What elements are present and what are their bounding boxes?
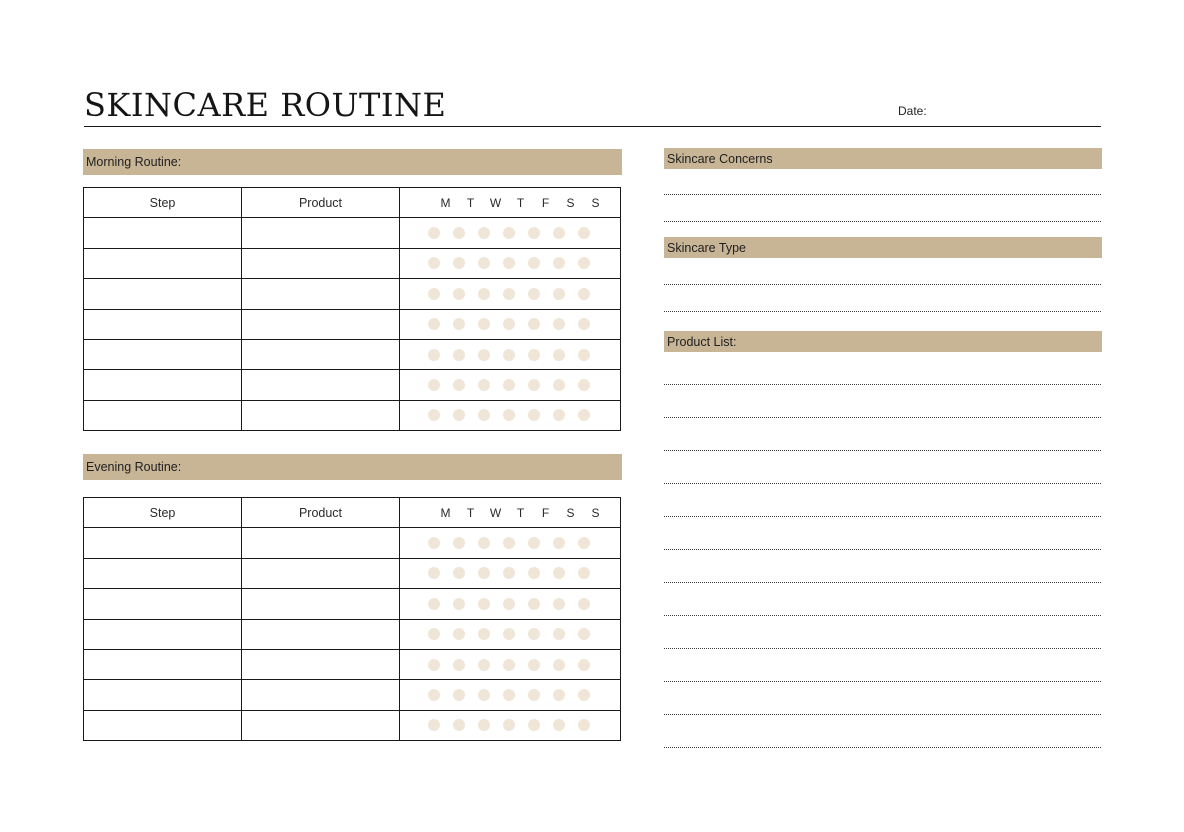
- step-cell[interactable]: [84, 589, 242, 619]
- product-cell[interactable]: [242, 279, 400, 309]
- day-checkbox[interactable]: [503, 349, 515, 361]
- day-checkbox[interactable]: [553, 379, 565, 391]
- day-label: T: [466, 505, 475, 520]
- day-checkbox[interactable]: [428, 288, 440, 300]
- product-write-line[interactable]: [664, 582, 1101, 583]
- day-checkbox[interactable]: [428, 628, 440, 640]
- day-checkbox[interactable]: [528, 349, 540, 361]
- product-write-line[interactable]: [664, 714, 1101, 715]
- day-checkbox[interactable]: [478, 349, 490, 361]
- day-label: S: [591, 505, 600, 520]
- product-cell[interactable]: [242, 680, 400, 710]
- tracker-cell: [400, 400, 621, 430]
- day-checkbox[interactable]: [503, 257, 515, 269]
- table-row: [84, 528, 621, 558]
- product-write-line[interactable]: [664, 747, 1101, 748]
- day-label: S: [566, 505, 575, 520]
- day-label: W: [489, 195, 502, 210]
- day-checkbox[interactable]: [428, 689, 440, 701]
- day-checkbox[interactable]: [578, 227, 590, 239]
- step-cell[interactable]: [84, 248, 242, 278]
- product-write-line[interactable]: [664, 516, 1101, 517]
- day-checkbox[interactable]: [478, 598, 490, 610]
- day-label: M: [440, 505, 451, 520]
- product-cell[interactable]: [242, 710, 400, 740]
- day-checkbox[interactable]: [478, 628, 490, 640]
- skincare-type-header: [664, 237, 1102, 258]
- day-checkbox[interactable]: [478, 537, 490, 549]
- step-cell[interactable]: [84, 680, 242, 710]
- evening-routine-table: [83, 497, 621, 741]
- day-checkbox[interactable]: [578, 719, 590, 731]
- day-checkbox[interactable]: [478, 719, 490, 731]
- day-label: M: [440, 195, 451, 210]
- product-column-header: Product: [242, 188, 400, 218]
- product-write-line[interactable]: [664, 648, 1101, 649]
- step-cell[interactable]: [84, 710, 242, 740]
- table-row: [84, 218, 621, 248]
- day-checkbox[interactable]: [478, 379, 490, 391]
- day-checkbox[interactable]: [428, 379, 440, 391]
- day-checkbox[interactable]: [453, 318, 465, 330]
- day-checkbox[interactable]: [478, 318, 490, 330]
- day-checkbox[interactable]: [528, 257, 540, 269]
- day-labels: [400, 506, 620, 520]
- day-checkbox[interactable]: [528, 567, 540, 579]
- table-row: [84, 619, 621, 649]
- day-checkbox[interactable]: [503, 719, 515, 731]
- product-cell[interactable]: [242, 400, 400, 430]
- step-cell[interactable]: [84, 558, 242, 588]
- table-row: [84, 309, 621, 339]
- product-write-line[interactable]: [664, 384, 1101, 385]
- day-checkbox[interactable]: [578, 689, 590, 701]
- tracker-cell: [400, 710, 621, 740]
- product-cell[interactable]: [242, 370, 400, 400]
- day-checkbox[interactable]: [578, 257, 590, 269]
- tracker-cell: [400, 649, 621, 679]
- tracker-cell: [400, 218, 621, 248]
- page-title: SKINCARE ROUTINE: [84, 86, 447, 124]
- day-checkbox[interactable]: [578, 598, 590, 610]
- product-cell[interactable]: [242, 589, 400, 619]
- day-label: S: [566, 195, 575, 210]
- day-label: T: [516, 505, 525, 520]
- product-write-line[interactable]: [664, 549, 1101, 550]
- product-cell[interactable]: [242, 248, 400, 278]
- day-checkbox[interactable]: [528, 659, 540, 671]
- product-list-header: [664, 331, 1102, 352]
- morning-routine-table: [83, 187, 621, 431]
- day-checkbox[interactable]: [503, 598, 515, 610]
- day-checkbox[interactable]: [578, 349, 590, 361]
- day-checkbox[interactable]: [528, 628, 540, 640]
- day-checkbox[interactable]: [528, 719, 540, 731]
- day-checkbox[interactable]: [453, 719, 465, 731]
- day-checkbox[interactable]: [553, 689, 565, 701]
- days-column-header: [400, 188, 621, 218]
- day-checkbox[interactable]: [453, 598, 465, 610]
- day-checkbox[interactable]: [453, 628, 465, 640]
- table-row: [84, 558, 621, 588]
- day-checkbox[interactable]: [553, 598, 565, 610]
- product-cell[interactable]: [242, 619, 400, 649]
- evening-routine-label: Evening Routine:: [86, 460, 182, 474]
- day-checkbox[interactable]: [428, 719, 440, 731]
- table-row: [84, 370, 621, 400]
- day-checkbox[interactable]: [478, 659, 490, 671]
- day-checkbox[interactable]: [528, 598, 540, 610]
- day-checkbox[interactable]: [553, 288, 565, 300]
- table-row: [84, 248, 621, 278]
- step-cell[interactable]: [84, 370, 242, 400]
- product-list-label: Product List:: [667, 334, 737, 349]
- day-checkbox[interactable]: [553, 719, 565, 731]
- day-checkbox[interactable]: [453, 257, 465, 269]
- day-checkbox[interactable]: [453, 659, 465, 671]
- day-checkbox[interactable]: [528, 288, 540, 300]
- day-checkbox[interactable]: [553, 349, 565, 361]
- day-checkbox[interactable]: [578, 628, 590, 640]
- product-cell[interactable]: [242, 528, 400, 558]
- day-checkbox[interactable]: [503, 288, 515, 300]
- tracker-cell: [400, 589, 621, 619]
- tracker-cell: [400, 309, 621, 339]
- day-checkbox[interactable]: [453, 227, 465, 239]
- day-checkbox[interactable]: [453, 379, 465, 391]
- morning-routine-label: Morning Routine:: [86, 155, 182, 169]
- table-row: [84, 339, 621, 369]
- product-write-line[interactable]: [664, 450, 1101, 451]
- day-checkbox[interactable]: [503, 409, 515, 421]
- evening-routine-header: [83, 454, 622, 480]
- day-checkbox[interactable]: [428, 598, 440, 610]
- day-checkbox[interactable]: [553, 227, 565, 239]
- day-label: S: [591, 195, 600, 210]
- date-label: Date:: [898, 104, 927, 118]
- day-checkbox[interactable]: [528, 227, 540, 239]
- table-row: [84, 400, 621, 430]
- day-label: W: [489, 505, 502, 520]
- product-cell[interactable]: [242, 649, 400, 679]
- day-checkbox[interactable]: [478, 567, 490, 579]
- step-cell[interactable]: [84, 528, 242, 558]
- tracker-cell: [400, 339, 621, 369]
- day-labels: [400, 196, 620, 210]
- table-row: [84, 279, 621, 309]
- product-write-line[interactable]: [664, 417, 1101, 418]
- tracker-cell: [400, 248, 621, 278]
- day-checkbox[interactable]: [453, 409, 465, 421]
- concerns-write-line[interactable]: [664, 194, 1101, 195]
- day-checkbox[interactable]: [453, 288, 465, 300]
- product-write-line[interactable]: [664, 681, 1101, 682]
- day-checkbox[interactable]: [578, 288, 590, 300]
- day-checkbox[interactable]: [528, 689, 540, 701]
- skincare-concerns-header: [664, 148, 1102, 169]
- day-checkbox[interactable]: [503, 318, 515, 330]
- day-checkbox[interactable]: [553, 537, 565, 549]
- day-checkbox[interactable]: [428, 349, 440, 361]
- product-column-header: Product: [242, 498, 400, 528]
- day-checkbox[interactable]: [453, 567, 465, 579]
- skincare-type-label: Skincare Type: [667, 240, 746, 255]
- day-checkbox[interactable]: [478, 227, 490, 239]
- day-label: T: [516, 195, 525, 210]
- skincare-concerns-label: Skincare Concerns: [667, 151, 773, 166]
- day-checkbox[interactable]: [478, 689, 490, 701]
- step-column-header: Step: [84, 498, 242, 528]
- day-checkbox[interactable]: [503, 567, 515, 579]
- tracker-cell: [400, 370, 621, 400]
- tracker-cell: [400, 528, 621, 558]
- type-write-line[interactable]: [664, 311, 1101, 312]
- day-checkbox[interactable]: [453, 537, 465, 549]
- day-checkbox[interactable]: [553, 628, 565, 640]
- day-checkbox[interactable]: [528, 409, 540, 421]
- product-cell[interactable]: [242, 218, 400, 248]
- day-checkbox[interactable]: [428, 567, 440, 579]
- day-checkbox[interactable]: [503, 628, 515, 640]
- day-checkbox[interactable]: [503, 537, 515, 549]
- day-checkbox[interactable]: [503, 659, 515, 671]
- day-checkbox[interactable]: [528, 379, 540, 391]
- day-checkbox[interactable]: [578, 409, 590, 421]
- day-checkbox[interactable]: [428, 537, 440, 549]
- product-cell[interactable]: [242, 558, 400, 588]
- table-row: [84, 649, 621, 679]
- day-checkbox[interactable]: [428, 257, 440, 269]
- step-cell[interactable]: [84, 400, 242, 430]
- step-cell[interactable]: [84, 619, 242, 649]
- day-checkbox[interactable]: [553, 659, 565, 671]
- step-cell[interactable]: [84, 339, 242, 369]
- table-row: [84, 710, 621, 740]
- product-write-line[interactable]: [664, 483, 1101, 484]
- product-cell[interactable]: [242, 339, 400, 369]
- day-checkbox[interactable]: [453, 689, 465, 701]
- day-checkbox[interactable]: [528, 537, 540, 549]
- day-label: F: [541, 195, 550, 210]
- table-row: [84, 589, 621, 619]
- step-cell[interactable]: [84, 279, 242, 309]
- day-checkbox[interactable]: [428, 227, 440, 239]
- day-checkbox[interactable]: [578, 567, 590, 579]
- day-checkbox[interactable]: [478, 257, 490, 269]
- step-cell[interactable]: [84, 649, 242, 679]
- day-checkbox[interactable]: [503, 379, 515, 391]
- day-checkbox[interactable]: [478, 409, 490, 421]
- day-checkbox[interactable]: [578, 318, 590, 330]
- product-cell[interactable]: [242, 309, 400, 339]
- day-checkbox[interactable]: [578, 379, 590, 391]
- day-checkbox[interactable]: [478, 288, 490, 300]
- tracker-cell: [400, 619, 621, 649]
- step-cell[interactable]: [84, 309, 242, 339]
- day-label: T: [466, 195, 475, 210]
- type-write-line[interactable]: [664, 284, 1101, 285]
- day-checkbox[interactable]: [428, 318, 440, 330]
- day-checkbox[interactable]: [553, 257, 565, 269]
- morning-routine-header: [83, 149, 622, 175]
- concerns-write-line[interactable]: [664, 221, 1101, 222]
- day-checkbox[interactable]: [553, 318, 565, 330]
- product-write-line[interactable]: [664, 615, 1101, 616]
- tracker-cell: [400, 279, 621, 309]
- day-checkbox[interactable]: [453, 349, 465, 361]
- title-divider: [84, 126, 1101, 127]
- day-checkbox[interactable]: [428, 409, 440, 421]
- table-row: [84, 680, 621, 710]
- days-column-header: [400, 498, 621, 528]
- step-column-header: Step: [84, 188, 242, 218]
- day-checkbox[interactable]: [553, 409, 565, 421]
- day-checkbox[interactable]: [428, 659, 440, 671]
- day-checkbox[interactable]: [528, 318, 540, 330]
- day-checkbox[interactable]: [578, 659, 590, 671]
- day-checkbox[interactable]: [553, 567, 565, 579]
- day-label: F: [541, 505, 550, 520]
- day-checkbox[interactable]: [503, 227, 515, 239]
- day-checkbox[interactable]: [503, 689, 515, 701]
- step-cell[interactable]: [84, 218, 242, 248]
- tracker-cell: [400, 680, 621, 710]
- day-checkbox[interactable]: [578, 537, 590, 549]
- tracker-cell: [400, 558, 621, 588]
